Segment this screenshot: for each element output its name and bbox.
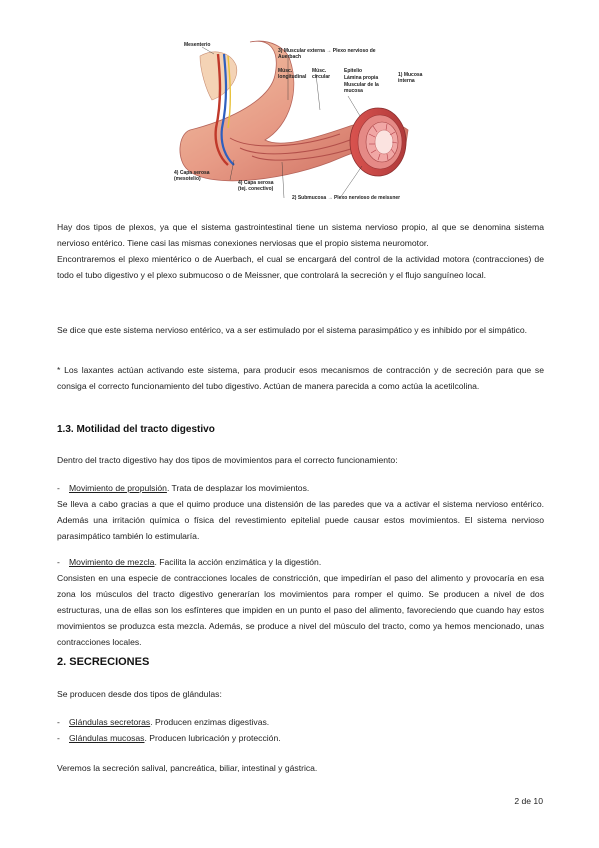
text-secreciones-outro: Veremos la secreción salival, pancreática, biliar, intestinal y gástrica. <box>57 763 318 773</box>
text-parasimpatico: Se dice que este sistema nervioso entérico, va a ser estimulado por el sistema parasimpático y es inhibido por el simpático. <box>57 325 528 335</box>
section-2-title: 2. SECRECIONES <box>57 656 150 668</box>
label-submucosa: 2) Submucosa → Plexo nervioso de meissner <box>292 195 401 201</box>
paragraph-plexos <box>57 219 544 283</box>
term-mezcla: Movimiento de mezcla <box>69 557 155 567</box>
text-laxantes: * Los laxantes actúan activando este sistema, para producir esos mecanismos de contracción y de secreción para que se consiga el correcto funcionamiento del tubo digestivo. Actúan de manera parecida a como actúa la acetilcolina. <box>57 365 544 391</box>
list-dash: - <box>57 733 60 743</box>
term-mucosas-desc: . Producen lubricación y protección. <box>144 733 281 743</box>
label-muscular-mucosa: Muscular de la mucosa <box>344 82 379 94</box>
list-item-propulsion <box>57 480 544 496</box>
list-item-mezcla <box>57 554 544 570</box>
label-musc-longitudinal: Músc. longitudinal <box>278 68 307 80</box>
term-mucosas: Glándulas mucosas <box>69 733 145 743</box>
term-propulsion: Movimiento de propulsión <box>69 483 167 493</box>
motilidad-item-propulsion <box>57 480 544 544</box>
label-muscular-externa: 3) Muscular externa → Plexo nervioso de Auerbach <box>278 48 376 60</box>
list-dash: - <box>57 557 60 567</box>
label-mucosa-interna: 1) Mucosa interna <box>398 72 423 84</box>
label-musc-circular: Músc. circular <box>312 68 331 80</box>
label-capa-serosa-mesotelio: 4) Capa serosa (mesotelio) <box>174 170 210 182</box>
text-plexos-auerbach: Encontraremos el plexo mientérico o de Auerbach, el cual se encargará del control de la actividad motora (contracciones) de todo el tubo digestivo y el plexo submucoso o de Meissner, que controlará la secreción y el flujo sanguíneo local. <box>57 254 544 280</box>
list-dash: - <box>57 717 60 727</box>
paragraph-secreciones-intro <box>57 686 544 702</box>
text-motilidad-intro: Dentro del tracto digestivo hay dos tipos de movimientos para el correcto funcionamiento: <box>57 455 398 465</box>
text-mezcla-detail: Consisten en una especie de contracciones locales de constricción, que impedirían el paso del alimento y provocaría en esa zona los músculos del tracto digestivo generarían los movimientos para romper el quimo. Se producen a nivel de dos estructuras, una de ellas son los esfínteres que impiden en un punto el paso del alimento, favoreciendo que cuando hay estos movimientos se produzca esta mezcla. Además, se produce a nivel del músculo del tracto, como ya hemos mencionado, unas contracciones locales. <box>57 573 544 647</box>
list-item-secretoras <box>57 714 544 730</box>
list-item-mucosas <box>57 730 544 746</box>
label-epitelio: Epitelio <box>344 68 363 74</box>
term-mezcla-desc: . Facilita la acción enzimática y la digestión. <box>154 557 322 567</box>
label-capa-serosa-conectivo: 4) Capa serosa (tej. conectivo) <box>238 180 274 192</box>
text-propulsion-detail: Se lleva a cabo gracias a que el quimo produce una distensión de las paredes que va a activar el sistema nervioso entérico. Además una irritación química o física del revestimiento epitelial puede causar estos movimientos. El sistema nervioso parasimpático también lo estimularía. <box>57 499 544 541</box>
label-lamina-propia: Lámina propia <box>344 75 379 81</box>
text-plexos-intro: Hay dos tipos de plexos, ya que el sistema gastrointestinal tiene un sistema nervioso propio, al que se denomina sistema nervioso entérico. Tiene casi las mismas conexiones nerviosas que el propio sistema neuromotor. <box>57 222 544 248</box>
term-secretoras: Glándulas secretoras <box>69 717 151 727</box>
secreciones-list <box>57 714 544 746</box>
paragraph-laxantes <box>57 362 544 394</box>
page-number: 2 de 10 <box>514 796 543 806</box>
paragraph-motilidad-intro <box>57 452 544 468</box>
term-secretoras-desc: . Producen enzimas digestivas. <box>150 717 270 727</box>
paragraph-estimulacion <box>57 322 544 338</box>
section-1-3-title: 1.3. Motilidad del tracto digestivo <box>57 424 215 435</box>
text-secreciones-intro: Se producen desde dos tipos de glándulas: <box>57 689 222 699</box>
motilidad-item-mezcla <box>57 554 544 650</box>
digestive-tract-wall-illustration <box>170 30 430 208</box>
list-dash: - <box>57 483 60 493</box>
term-propulsion-desc: . Trata de desplazar los movimientos. <box>166 483 310 493</box>
paragraph-secreciones-outro <box>57 760 544 776</box>
label-mesenterio: Mesenterio <box>184 42 211 48</box>
